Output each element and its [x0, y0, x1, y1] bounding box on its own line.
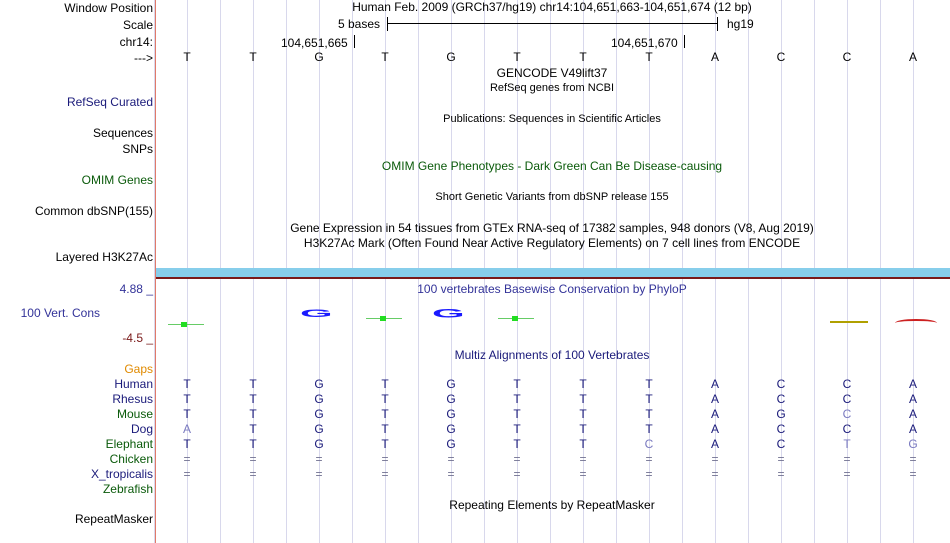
alignment-base-chicken: = [513, 452, 521, 466]
alignment-base-chicken: = [183, 452, 191, 466]
alignment-base-rhesus: T [645, 392, 653, 406]
multiz-title[interactable]: Multiz Alignments of 100 Vertebrates [454, 348, 650, 362]
alignment-base-rhesus: A [908, 392, 917, 406]
scale-bar [387, 23, 717, 24]
logo-letter-g2 [432, 308, 476, 326]
dna-base: G [314, 50, 324, 64]
cons-bar-a [895, 319, 937, 327]
alignment-base-dog: G [314, 422, 324, 436]
dna-base: A [908, 50, 917, 64]
alignment-base-xtrop: = [777, 467, 785, 481]
h3k27ac-title[interactable]: H3K27Ac Mark (Often Found Near Active Regulatory Elements) on 7 cell lines from ENCODE [303, 236, 801, 250]
repeatmasker-title[interactable]: Repeating Elements by RepeatMasker [449, 498, 655, 512]
alignment-base-elephant: G [314, 437, 324, 451]
alignment-base-rhesus: C [776, 392, 786, 406]
alignment-base-human: C [842, 377, 852, 391]
alignment-base-elephant: G [908, 437, 918, 451]
alignment-base-dog: T [513, 422, 521, 436]
track-label-cons[interactable]: 100 Vert. Cons [20, 306, 100, 320]
cons-point-3 [512, 316, 518, 321]
track-label-dbsnp[interactable]: Common dbSNP(155) [34, 204, 153, 218]
alignment-base-rhesus: T [513, 392, 521, 406]
assembly-label: hg19 [727, 17, 754, 31]
coord-tick-2 [684, 35, 685, 48]
alignment-base-rhesus: G [446, 392, 456, 406]
alignment-base-elephant: T [843, 437, 851, 451]
label-arrow: ---> [134, 51, 153, 65]
dna-base: T [645, 50, 653, 64]
logo-letter-g1 [300, 308, 344, 326]
cons-point-1 [181, 322, 187, 327]
alignment-base-dog: A [710, 422, 719, 436]
alignment-base-xtrop: = [645, 467, 653, 481]
alignment-base-rhesus: T [183, 392, 191, 406]
track-label-omim[interactable]: OMIM Genes [81, 173, 153, 187]
alignment-base-mouse: G [314, 407, 324, 421]
coord-label-2: 104,651,670 [611, 36, 678, 50]
alignment-base-human: G [446, 377, 456, 391]
dna-base: T [249, 50, 257, 64]
scale-label: 5 bases [338, 17, 381, 31]
dna-base: C [842, 50, 852, 64]
alignment-base-human: G [314, 377, 324, 391]
alignment-base-dog: T [381, 422, 389, 436]
alignment-base-mouse: T [183, 407, 191, 421]
logo-g1-text: G [300, 308, 333, 320]
alignment-base-xtrop: = [843, 467, 851, 481]
alignment-base-elephant: C [644, 437, 654, 451]
cons-max-label: 4.88 _ [119, 282, 153, 296]
dna-base: T [579, 50, 587, 64]
alignment-base-elephant: T [513, 437, 521, 451]
dna-base: C [776, 50, 786, 64]
alignment-base-dog: A [182, 422, 191, 436]
alignment-base-rhesus: T [579, 392, 587, 406]
coord-tick-1 [354, 35, 355, 48]
window-position-text: Human Feb. 2009 (GRCh37/hg19) chr14:104,651,663-104,651,674 (12 bp) [352, 0, 752, 14]
alignment-base-chicken: = [447, 452, 455, 466]
omim-title[interactable]: OMIM Gene Phenotypes - Dark Green Can Be Disease-causing [381, 159, 723, 173]
alignment-base-rhesus: C [842, 392, 852, 406]
species-label-elephant: Elephant [105, 437, 153, 451]
label-scale: Scale [122, 18, 153, 32]
alignment-base-rhesus: T [249, 392, 257, 406]
alignment-base-mouse: T [249, 407, 257, 421]
refseq-title[interactable]: RefSeq genes from NCBI [489, 82, 615, 94]
alignment-base-mouse: T [579, 407, 587, 421]
alignment-base-elephant: T [249, 437, 257, 451]
alignment-base-human: C [776, 377, 786, 391]
alignment-base-chicken: = [909, 452, 917, 466]
alignment-base-dog: C [776, 422, 786, 436]
alignment-base-rhesus: A [710, 392, 719, 406]
alignment-base-elephant: T [381, 437, 389, 451]
species-label-dog: Dog [130, 422, 153, 436]
alignment-base-human: A [908, 377, 917, 391]
alignment-base-dog: T [249, 422, 257, 436]
alignment-base-xtrop: = [711, 467, 719, 481]
phylop-title[interactable]: 100 vertebrates Basewise Conservation by PhyloP [417, 282, 687, 296]
alignment-base-chicken: = [249, 452, 257, 466]
publications-title[interactable]: Publications: Sequences in Scientific Articles [443, 113, 661, 125]
scale-bar-right-tick [717, 17, 718, 31]
alignment-base-chicken: = [711, 452, 719, 466]
alignment-base-mouse: T [645, 407, 653, 421]
alignment-base-dog: T [579, 422, 587, 436]
alignment-base-xtrop: = [249, 467, 257, 481]
alignment-base-chicken: = [843, 452, 851, 466]
alignment-base-mouse: C [842, 407, 852, 421]
alignment-base-chicken: = [579, 452, 587, 466]
species-label-zebrafish: Zebrafish [102, 482, 153, 496]
alignment-base-human: T [645, 377, 653, 391]
cons-bar-c [830, 321, 868, 323]
alignment-base-human: T [249, 377, 257, 391]
alignment-base-mouse: A [908, 407, 917, 421]
alignment-base-chicken: = [381, 452, 389, 466]
track-label-refseq[interactable]: RefSeq Curated [66, 95, 153, 109]
alignment-base-rhesus: G [314, 392, 324, 406]
track-divider [156, 277, 950, 279]
label-chrom: chr14: [119, 35, 153, 49]
alignment-base-chicken: = [645, 452, 653, 466]
cons-min-label: -4.5 _ [122, 331, 153, 345]
alignment-base-mouse: G [776, 407, 786, 421]
label-window-position: Window Position [64, 1, 153, 15]
alignment-base-dog: A [908, 422, 917, 436]
alignment-base-xtrop: = [183, 467, 191, 481]
alignment-base-elephant: C [776, 437, 786, 451]
alignment-base-elephant: T [579, 437, 587, 451]
dbsnp-title[interactable]: Short Genetic Variants from dbSNP release 155 [435, 191, 669, 203]
coord-label-1: 104,651,665 [281, 36, 348, 50]
dna-base: G [446, 50, 456, 64]
alignment-base-elephant: T [183, 437, 191, 451]
alignment-base-mouse: T [513, 407, 521, 421]
species-label-chicken: Chicken [109, 452, 153, 466]
track-label-snps[interactable]: SNPs [122, 142, 153, 156]
alignment-base-xtrop: = [909, 467, 917, 481]
alignment-base-human: T [513, 377, 521, 391]
logo-g2-text: G [432, 308, 465, 321]
gtex-title[interactable]: Gene Expression in 54 tissues from GTEx RNA-seq of 17382 samples, 948 donors (V8, Aug 2019) [290, 221, 814, 235]
species-label-mouse: Mouse [116, 407, 153, 421]
alignment-base-human: T [579, 377, 587, 391]
alignment-base-human: A [710, 377, 719, 391]
alignment-base-xtrop: = [315, 467, 323, 481]
alignment-base-chicken: = [777, 452, 785, 466]
alignment-base-chicken: = [315, 452, 323, 466]
grid-line [154, 0, 155, 543]
alignment-base-dog: C [842, 422, 852, 436]
label-gaps: Gaps [124, 362, 153, 376]
species-label-rhesus: Rhesus [112, 392, 153, 406]
species-label-xtropicalis: X_tropicalis [90, 467, 153, 481]
alignment-base-elephant: A [710, 437, 719, 451]
alignment-base-xtrop: = [513, 467, 521, 481]
scale-bar-left-tick [387, 17, 388, 31]
gencode-title[interactable]: GENCODE V49lift37 [496, 66, 608, 80]
alignment-base-xtrop: = [381, 467, 389, 481]
cons-point-2 [380, 316, 386, 321]
alignment-base-human: T [183, 377, 191, 391]
alignment-base-xtrop: = [447, 467, 455, 481]
track-label-sequences[interactable]: Sequences [92, 126, 153, 140]
dna-base: T [513, 50, 521, 64]
dna-base: A [710, 50, 719, 64]
track-label-h3k27ac[interactable]: Layered H3K27Ac [55, 250, 153, 264]
alignment-base-elephant: G [446, 437, 456, 451]
alignment-base-human: T [381, 377, 389, 391]
species-label-human: Human [114, 377, 153, 391]
dna-base: T [183, 50, 191, 64]
alignment-base-mouse: T [381, 407, 389, 421]
alignment-base-xtrop: = [579, 467, 587, 481]
dna-base: T [381, 50, 389, 64]
h3k27ac-signal-bar [156, 268, 950, 277]
alignment-base-dog: G [446, 422, 456, 436]
alignment-base-mouse: A [710, 407, 719, 421]
track-label-repeatmasker[interactable]: RepeatMasker [74, 512, 153, 526]
alignment-base-mouse: G [446, 407, 456, 421]
alignment-base-dog: T [645, 422, 653, 436]
alignment-base-rhesus: T [381, 392, 389, 406]
